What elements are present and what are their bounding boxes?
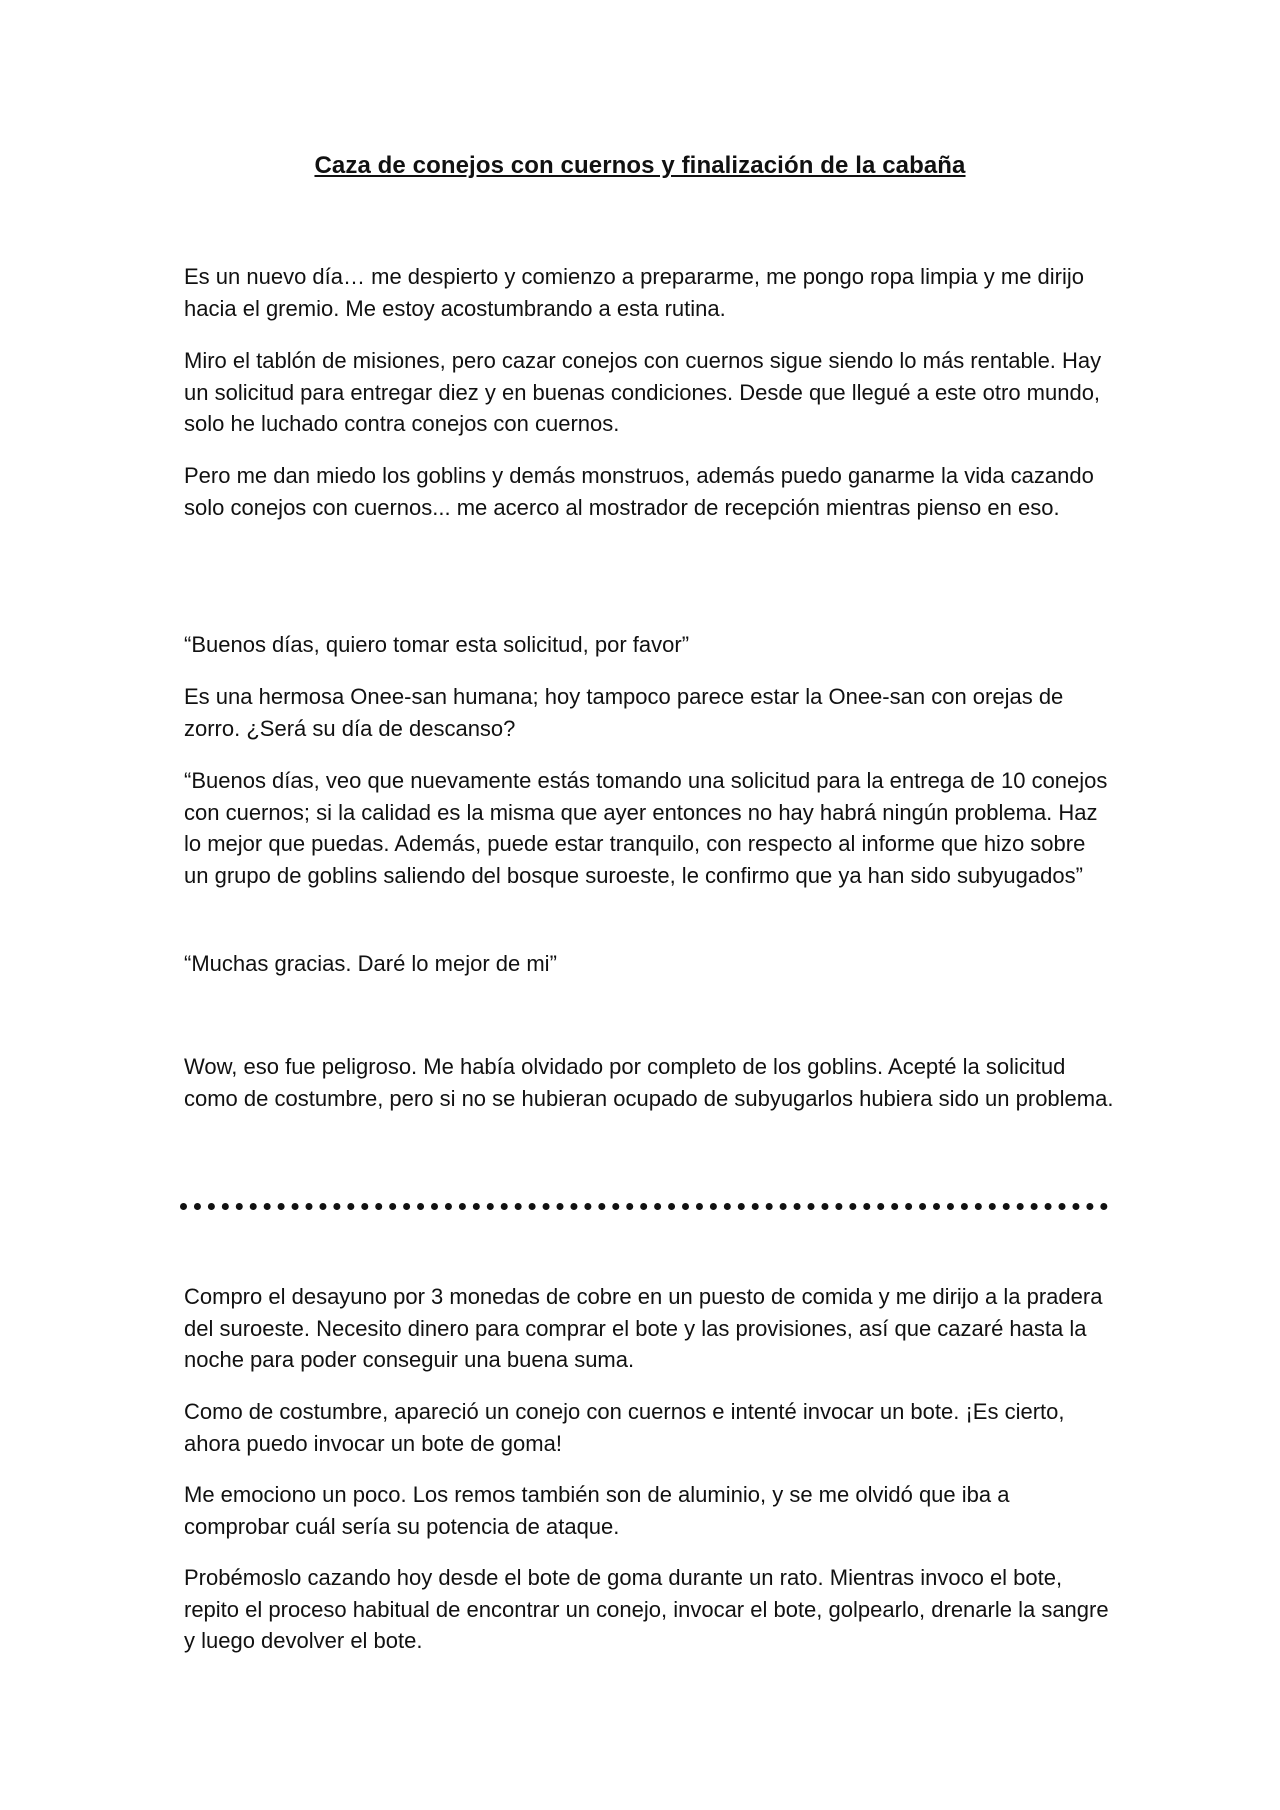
- paragraph: Wow, eso fue peligroso. Me había olvidado por completo de los goblins. Acepté la solicitud como de costumbre, pero si no se hubieran ocupado de subyugarlos hubiera sido un problema.: [184, 1054, 1114, 1111]
- paragraph: Pero me dan miedo los goblins y demás monstruos, además puedo ganarme la vida cazando solo conejos con cuernos... me acerco al mostrador de recepción mientras pienso en eso.: [184, 463, 1094, 520]
- section-divider: [180, 1203, 1108, 1210]
- dialogue-paragraph: “Buenos días, quiero tomar esta solicitud, por favor”: [184, 632, 690, 657]
- page-title: Caza de conejos con cuernos y finalización de la cabaña: [314, 152, 966, 179]
- paragraph: Miro el tablón de misiones, pero cazar conejos con cuernos sigue siendo lo más rentable. Hay un solicitud para entregar diez y en buenas condiciones. Desde que llegué a este otro mundo, solo he luchado contra conejos con cuernos.: [184, 348, 1102, 436]
- paragraph: Es una hermosa Onee-san humana; hoy tampoco parece estar la Onee-san con orejas de zorro. ¿Será su día de descanso?: [184, 684, 1064, 741]
- paragraph: Me emociono un poco. Los remos también son de aluminio, y se me olvidó que iba a comprobar cuál sería su potencia de ataque.: [184, 1482, 1010, 1539]
- dialogue-paragraph: “Buenos días, veo que nuevamente estás tomando una solicitud para la entrega de 10 conejos con cuernos; si la calidad es la misma que ayer entonces no hay habrá ningún problema. Haz lo mejor que puedas. Además, puede estar tranquilo, con respecto al informe que hizo sobre un grupo de goblins saliendo del bosque suroeste, le confirmo que ya han sido subyugados”: [184, 768, 1108, 888]
- paragraph: Compro el desayuno por 3 monedas de cobre en un puesto de comida y me dirijo a la pradera del suroeste. Necesito dinero para comprar el bote y las provisiones, así que cazaré hasta la noche para poder conseguir una buena suma.: [184, 1284, 1103, 1372]
- paragraph: Probémoslo cazando hoy desde el bote de goma durante un rato. Mientras invoco el bote, repito el proceso habitual de encontrar un conejo, invocar el bote, golpearlo, drenarle la sangre y luego devolver el bote.: [184, 1565, 1109, 1653]
- paragraph: Es un nuevo día… me despierto y comienzo a prepararme, me pongo ropa limpia y me dirijo hacia el gremio. Me estoy acostumbrando a esta rutina.: [184, 264, 1085, 321]
- dialogue-paragraph: “Muchas gracias. Daré lo mejor de mi”: [184, 951, 557, 976]
- paragraph: Como de costumbre, apareció un conejo con cuernos e intenté invocar un bote. ¡Es cierto, ahora puedo invocar un bote de goma!: [184, 1399, 1065, 1456]
